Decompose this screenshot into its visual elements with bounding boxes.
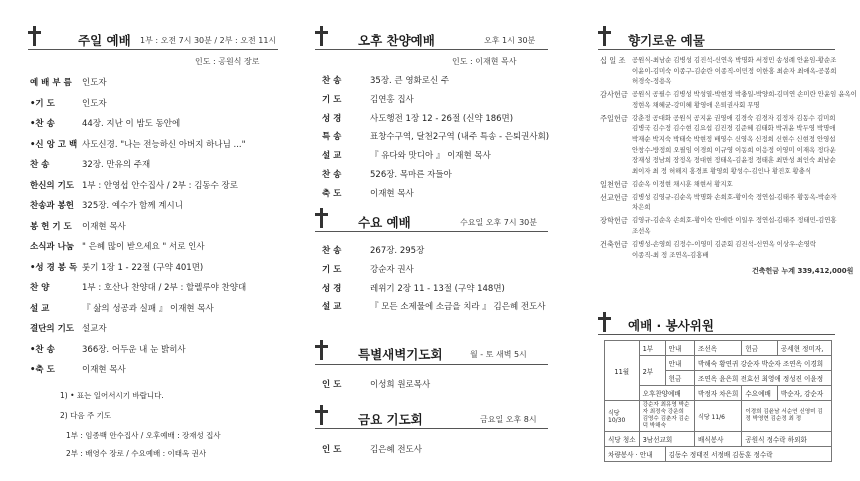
names-cell: 강순자 최유영 박순자 최정숙 강운희 김영수 김춘자 김순덕 박해숙 — [639, 401, 694, 432]
offering-names: 안창수-방정희 오필임 이경희 이규영 이동희 이응정 이영미 이재옥 정다운 — [632, 145, 836, 154]
order-label: 찬 송 — [322, 76, 342, 86]
divider — [598, 334, 835, 335]
order-label: 인 도 — [322, 380, 342, 390]
afternoon-leader: 인도 : 이재현 목사 — [452, 57, 517, 66]
names-cell: 3남선교회 — [639, 432, 694, 447]
divider — [28, 49, 278, 50]
offering-names: 조선옥 — [632, 227, 651, 235]
offering-names: 김병국 김수정 김수현 김요섭 김진경 김준혜 김태화 박귀윤 박두영 박명애 — [632, 124, 836, 133]
friday-prayer-time: 금요일 오후 8시 — [480, 415, 537, 424]
role-cell: 오후찬양예배 — [639, 386, 694, 401]
order-label: 인 도 — [322, 445, 342, 455]
offering-names: 차은희 — [632, 203, 651, 212]
order-label: •성 경 봉 독 — [30, 262, 78, 273]
wednesday-service-time: 수요일 오후 7시 30분 — [460, 218, 537, 227]
order-value: 이성희 원로목사 — [370, 380, 431, 390]
role-cell: 안내 — [665, 356, 694, 371]
order-value: 김은혜 전도사 — [370, 445, 422, 455]
order-label: 예 배 부 름 — [30, 78, 72, 88]
order-value: 표창수구역, 달천2구역 (내주 특송 - 은퇴권사회) — [370, 132, 550, 143]
note-prayer-line-1: 1부 : 임종백 안수집사 / 오후예배 : 장재성 집사 — [66, 431, 221, 440]
table-row — [605, 401, 832, 432]
order-label: 소식과 나눔 — [30, 242, 75, 252]
offering-names: 김병성 김영규-김순옥 박명화 손희호-황이숙 정연섭-김태주 황동옥-박순자 — [632, 192, 837, 201]
part-cell: 1부 — [639, 341, 665, 356]
order-label: 찬송과 봉헌 — [30, 201, 75, 211]
names-cell: 조연옥 윤은희 전효선 최영애 정성진 이윤정 — [695, 371, 832, 386]
order-label: 찬 송 — [322, 170, 342, 180]
offering-names: 박재순 박지숙 박태숙 박현정 배영수 신영옥 신정희 신현수 신현정 안영섭 — [632, 135, 836, 143]
service-committee-title: 예배 · 봉사위원 — [628, 318, 714, 333]
date-cell: 식당 10/30 — [605, 401, 640, 432]
order-label: •기 도 — [30, 98, 55, 109]
offering-category: 주일헌금 — [600, 113, 628, 123]
date-cell: 식당 11/6 — [695, 401, 742, 432]
offering-names: 강춘정 공대화 공원식 공지윤 권영애 김경숙 김경자 김정자 김동수 김미희 — [632, 113, 836, 122]
table-row — [605, 356, 832, 371]
order-value: 325장. 예수가 함께 계시니 — [82, 201, 183, 211]
cross-icon — [28, 26, 41, 46]
month-cell: 11월 — [605, 341, 640, 401]
order-value: 인도자 — [82, 78, 107, 88]
names-cell: 박해숙 황연귀 강순자 박순자 조연옥 이경희 — [695, 356, 832, 371]
order-value: 사도신경. "나는 전능하신 아버지 하나님 ..." — [82, 139, 246, 150]
table-row — [605, 447, 832, 462]
offering-category: 선교헌금 — [600, 192, 628, 202]
sunday-service-title: 주일 예배 — [78, 33, 131, 48]
order-label: 찬 송 — [30, 160, 50, 170]
order-value: 267장. 295장 — [370, 246, 425, 256]
divider — [315, 49, 548, 50]
role-cell: 배식봉사 — [695, 432, 742, 447]
order-label: 설 교 — [322, 302, 342, 313]
order-value: 366장. 어두운 내 눈 밝히사 — [82, 344, 186, 355]
table-row — [605, 341, 832, 356]
offering-names: 공원식-최남순 김병성 김진석-신연옥 박명화 서정민 송성례 안윤임-황순조 — [632, 56, 837, 64]
order-value: 강순자 권사 — [370, 264, 414, 275]
cross-icon — [598, 26, 611, 46]
order-value: 설교자 — [82, 324, 107, 334]
cross-icon — [315, 26, 328, 46]
order-value: 인도자 — [82, 98, 107, 109]
order-label: 찬 송 — [322, 246, 342, 256]
role-cell: 수요예배 — [742, 386, 778, 401]
role-cell: 헌금 — [742, 341, 778, 356]
cross-icon — [598, 312, 611, 332]
order-value: 이재현 목사 — [82, 365, 126, 375]
order-label: 결단의 기도 — [30, 324, 75, 334]
part-cell: 2부 — [639, 356, 665, 386]
order-value: 이재현 목사 — [82, 221, 126, 232]
order-value: 『 유다와 맛디아 』 이재현 목사 — [370, 151, 491, 162]
offering-category: 십 일 조 — [600, 56, 626, 65]
order-label: •찬 송 — [30, 344, 55, 355]
divider — [315, 231, 548, 232]
table-row — [605, 432, 832, 447]
order-value: 이재현 목사 — [370, 188, 414, 199]
offering-names: 장재성 정남희 장정옥 정대현 정태옥-김윤정 정태훈 최만성 최인숙 최남순 — [632, 156, 836, 165]
names-cell: 김동수 정태진 서정배 김동훈 정수락 — [665, 447, 831, 462]
order-value: 44장. 지난 이 밤도 동안에 — [82, 119, 181, 129]
order-label: 성 경 — [322, 283, 342, 294]
names-cell: 공원식 정수락 하외화 — [742, 432, 832, 447]
offering-names: 김영규-김순옥 손희호-황이숙 안에란 이일우 정연섭-김태주 정태민-김연홍 — [632, 216, 837, 225]
order-label: •축 도 — [30, 365, 55, 375]
names-cell: 공세현 정미자, — [777, 341, 831, 356]
names-cell: 박순자, 강순자 — [777, 386, 831, 401]
order-value: 사도행전 1장 12 - 26절 (신약 186면) — [370, 113, 514, 124]
offering-category: 감사헌금 — [600, 90, 628, 100]
order-label: 설 교 — [30, 303, 50, 314]
offering-category: 장학헌금 — [600, 216, 628, 226]
offering-names: 김순옥 이정현 채시훈 채현서 황지호 — [632, 179, 733, 188]
divider — [598, 49, 835, 50]
order-label: 특 송 — [322, 132, 342, 143]
order-label: 성 경 — [322, 113, 342, 124]
order-value: 1부 : 안영섭 안수집사 / 2부 : 김동수 장로 — [82, 180, 238, 191]
order-value: 『 삶의 성공과 실패 』 이재현 목사 — [82, 303, 214, 314]
offering-category: 일천헌금 — [600, 179, 628, 189]
offering-names: 김병성-손영희 김정수-이영미 김준회 김진석-신연옥 이상우-손영락 — [632, 240, 817, 248]
wednesday-service-title: 수요 예배 — [358, 215, 411, 230]
note-next-prayer: 2) 다음 주 기도 — [60, 411, 112, 420]
order-value: 룻기 1장 1 - 22절 (구약 401면) — [82, 262, 204, 273]
divider — [315, 364, 548, 365]
offering-names: 이윤이-김미숙 이종구-김순란 이종직-이민정 이한홍 최순자 최애옥-공봉희 — [632, 66, 837, 75]
afternoon-service-title: 오후 찬양예배 — [358, 33, 435, 48]
order-value: 35장. 큰 영화로신 주 — [370, 76, 450, 86]
order-value: " 은혜 많이 받으세요 " 서로 인사 — [82, 242, 205, 252]
order-label: •신 앙 고 백 — [30, 139, 78, 150]
offering-names: 최이자 최 정 허해지 홍경표 황영희 황성수-김인나 황진호 황충식 — [632, 166, 812, 175]
cross-icon — [315, 208, 328, 228]
sunday-service-times: 1부 : 오전 7시 30분 / 2부 : 오전 11시 — [140, 36, 277, 45]
note-prayer-line-2: 2부 : 배영수 장로 / 수요예배 : 이태옥 권사 — [66, 449, 207, 458]
order-value: 『 모든 소제물에 소금을 치라 』 김은혜 전도사 — [370, 302, 546, 313]
role-cell: 차량봉사 · 안내 — [605, 447, 666, 462]
offering-category: 건축헌금 — [600, 240, 628, 249]
sunday-leader: 인도 : 공원식 장로 — [195, 57, 260, 66]
offering-names: 이종직-최 정 조연옥-김홍배 — [632, 250, 709, 259]
order-label: 찬 양 — [30, 283, 50, 293]
offering-title: 향기로운 예물 — [628, 33, 705, 48]
role-cell: 식당 청소 — [605, 432, 640, 447]
building-fund-total: 건축헌금 누계 339,412,000원 — [752, 267, 854, 275]
order-label: 봉 헌 기 도 — [30, 221, 72, 232]
dawn-prayer-time: 월 - 토 새벽 5시 — [470, 350, 527, 359]
cross-icon — [315, 405, 328, 425]
order-label: 설 교 — [322, 151, 342, 162]
offering-names: 정현옥 채혜균-강미혜 황영애 은퇴권사회 무명 — [632, 100, 760, 109]
friday-prayer-title: 금요 기도회 — [358, 412, 423, 427]
afternoon-service-time: 오후 1시 30분 — [484, 36, 536, 45]
order-value: 1부 : 호산나 찬양대 / 2부 : 할렐루야 찬양대 — [82, 283, 247, 293]
order-label: 축 도 — [322, 188, 342, 199]
cross-icon — [315, 340, 328, 360]
names-cell: 이경희 김윤남 서순연 신영미 김 정 박영현 김순정 최 정 — [742, 401, 832, 432]
service-committee-table — [604, 340, 832, 462]
order-value: 레위기 2장 11 - 13절 (구약 148면) — [370, 283, 505, 294]
note-standing: 1) • 표는 일어서시기 바랍니다. — [60, 391, 164, 400]
order-label: 한신의 기도 — [30, 180, 75, 191]
order-label: 기 도 — [322, 94, 342, 105]
role-cell: 헌금 — [665, 371, 694, 386]
names-cell: 박정자 차은희 — [695, 386, 742, 401]
role-cell: 안내 — [665, 341, 694, 356]
order-value: 김연홍 집사 — [370, 94, 414, 105]
order-label: 기 도 — [322, 264, 342, 275]
order-value: 526장. 목마른 자들아 — [370, 170, 452, 180]
table-row — [605, 386, 832, 401]
order-label: •찬 송 — [30, 119, 55, 129]
dawn-prayer-title: 특별새벽기도회 — [358, 347, 443, 362]
offering-names: 허경숙-정용옥 — [632, 77, 672, 86]
order-value: 32장. 만유의 주재 — [82, 160, 151, 170]
names-cell: 조선옥 — [695, 341, 742, 356]
offering-names: 공원식 공필수 김병성 박성열-박현정 박충일-박양희-김미연 손미란 안윤임 윤옥이 — [632, 90, 857, 99]
divider — [315, 428, 548, 429]
